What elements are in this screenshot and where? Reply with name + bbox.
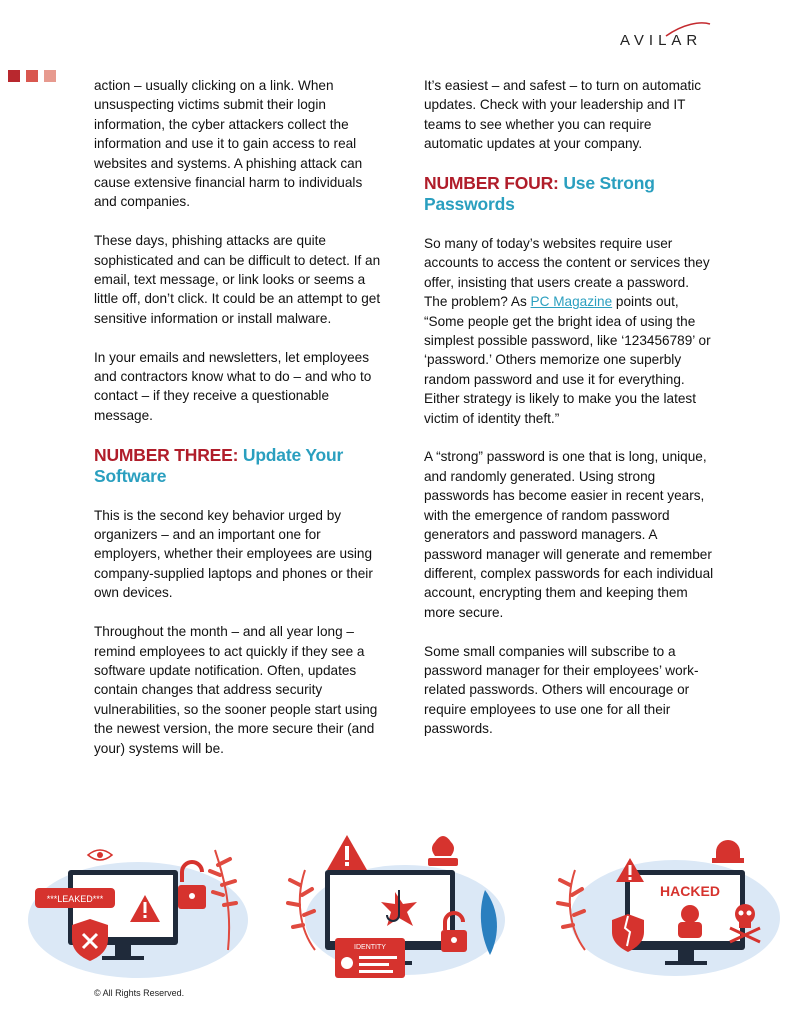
paragraph: Some small companies will subscribe to a password manager for their employees’ work-related passwords. Others will encourage or require employees to use one for all their passwords. xyxy=(424,643,699,737)
paragraph: action – usually clicking on a link. When unsuspecting victims submit their login information, the cyber attackers collect the information and use it to gain access to real websites and systems. A phishing attack can cause extensive financial harm to individuals and companies. xyxy=(94,78,363,210)
heading-number: NUMBER FOUR: xyxy=(424,173,559,194)
paragraph xyxy=(424,234,714,428)
paragraph: This is the second key behavior urged by organizers – and an important one for employers, whether their employees are using company-supplied laptops and phones or their own devices. xyxy=(94,507,373,601)
logo-text: AVILAR xyxy=(620,32,703,49)
square-mid xyxy=(26,70,38,82)
illustration-leaked xyxy=(10,830,260,985)
skull-icon xyxy=(735,904,755,924)
alarm-icon xyxy=(716,840,740,858)
hacker-icon xyxy=(681,905,699,923)
illustration-hacked xyxy=(550,830,790,985)
heading-title: Update Your Software xyxy=(94,444,344,486)
section-heading-four xyxy=(424,173,714,215)
section-heading-three xyxy=(94,445,384,487)
illustration-identity xyxy=(285,830,525,985)
svg-text:IDENTITY: IDENTITY xyxy=(354,944,386,951)
right-column xyxy=(424,76,714,758)
paragraph: These days, phishing attacks are quite sophisticated and can be difficult to detect. If an email, text message, or link looks or seems a little off, don’t click. It could be an attempt to get sensitive information or install malware. xyxy=(94,233,381,326)
text: points out, “Some people get the bright idea of using the simplest possible password, like ‘123456789’ or ‘password.’ Others memorize one superbly random password and use it for everything. Either strategy is likely to make you the latest victim of identity theft.” xyxy=(424,294,711,426)
heading-number: NUMBER THREE: xyxy=(94,444,239,465)
heading-title: Use Strong Passwords xyxy=(424,173,655,215)
hacker-icon xyxy=(432,836,454,856)
text: So many of today’s websites require user accounts to access the content or services they offer, insisting that users create a password. The problem? As xyxy=(424,236,710,310)
svg-text:HACKED: HACKED xyxy=(660,883,720,899)
square-dark xyxy=(8,70,20,82)
svg-text:***LEAKED***: ***LEAKED*** xyxy=(46,894,104,904)
decorative-squares xyxy=(8,70,56,82)
avilar-logo xyxy=(620,22,730,62)
paragraph: It’s easiest – and safest – to turn on automatic updates. Check with your leadership and IT teams to see whether you can require automatic updates at your company. xyxy=(424,78,702,152)
paragraph: Throughout the month – and all year long – remind employees to act quickly if they see a software update notification. Often, updates contain changes that address security vulnerabilities, so the sooner people start using the newest version, the more secure their (and your) systems will be. xyxy=(94,624,378,756)
paragraph: In your emails and newsletters, let employees and contractors know what to do – and who to contact – if they receive a questionable message. xyxy=(94,349,372,423)
square-light xyxy=(44,70,56,82)
pc-magazine-link[interactable]: PC Magazine xyxy=(530,294,613,310)
copyright-footer: © All Rights Reserved. xyxy=(94,988,185,998)
paragraph: A “strong” password is one that is long, unique, and randomly generated. Using strong passwords has become easier in recent years, with the emergence of random password generators and password managers. A password manager will generate and remember different, complex passwords for each individual account, encrypting them and keeping them more secure. xyxy=(424,449,714,620)
left-column xyxy=(94,76,384,777)
